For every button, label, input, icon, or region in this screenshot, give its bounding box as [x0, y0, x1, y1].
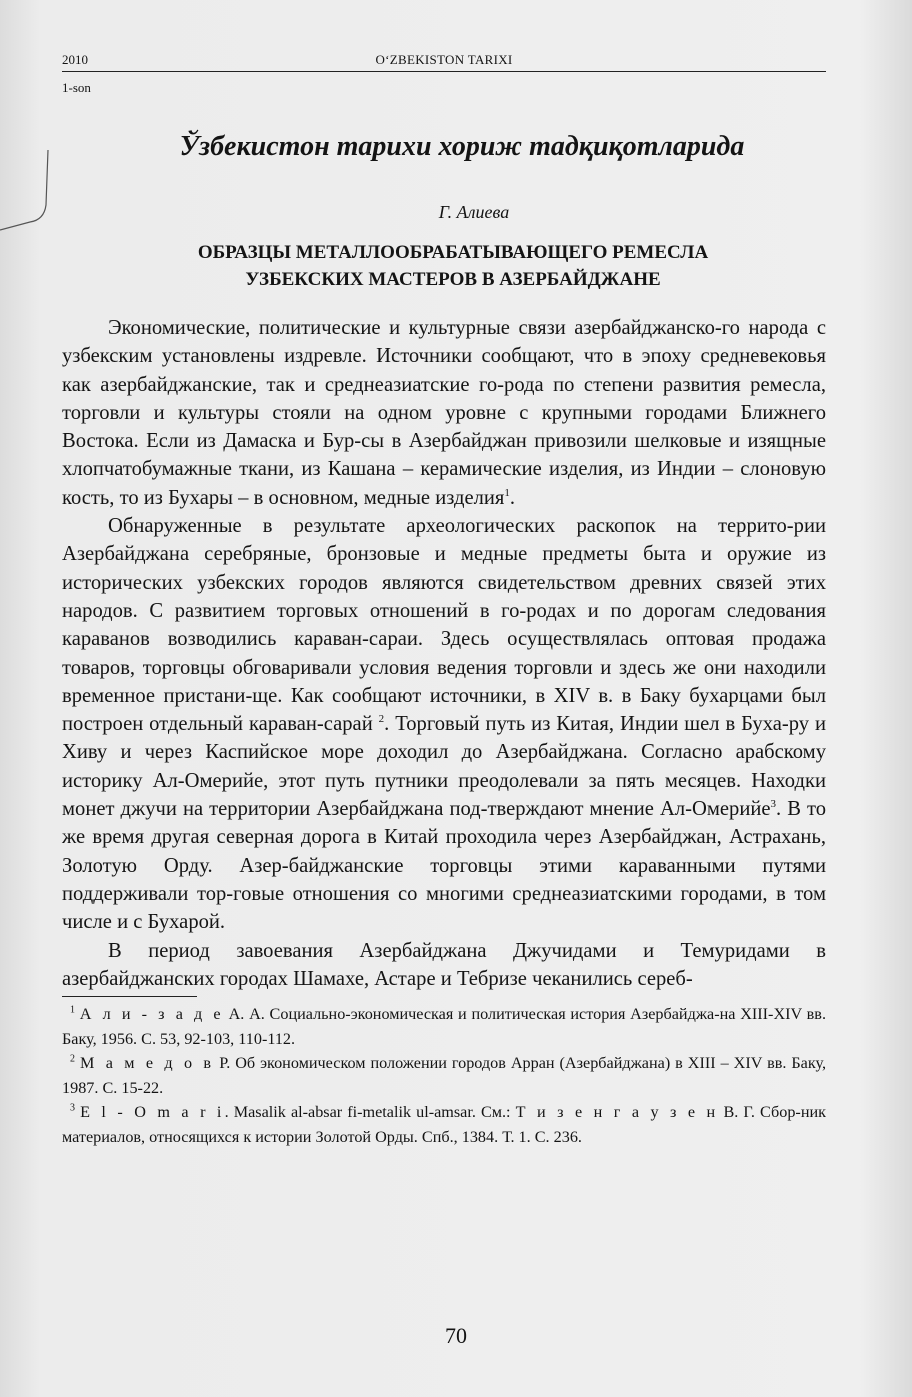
paragraph-1-end: .: [509, 486, 516, 509]
footnote-3-text-2: В. Г. Сбор-ник материалов, относящихся к истории Золотой Орды. Спб., 1384. Т. 1. С. 236.: [62, 1103, 827, 1146]
footnotes: [62, 1002, 826, 1149]
footnote-2-author: М а м е д о в: [79, 1054, 215, 1073]
footnote-3-number: 3: [70, 1102, 75, 1114]
footnote-3: [62, 1100, 826, 1149]
article-title-line-1: ОБРАЗЦЫ МЕТАЛЛООБРАБАТЫВАЮЩЕГО РЕМЕСЛА: [197, 242, 709, 263]
footnote-3-text: . Masalik al-absar fi-metalik ul-amsar. См.:: [224, 1103, 516, 1122]
article-column: [62, 130, 826, 1149]
header-year: 2010: [62, 52, 88, 67]
paragraph-2-text-b: . Торговый путь из Китая, Индии шел в Буха-ру и Хиву и через Каспийское море доходил до Азербайджана. Согласно арабскому историку Ал-Омерийе, этот путь путники преодолевали за пять месяцев. Находки монет джучи на территории Азербайджана под-тверждают мнение Ал-Омерийе: [62, 713, 826, 821]
section-title: Ўзбекистон тарихи хориж тадқиқотларида: [179, 131, 745, 162]
footnote-3-author-2: Т и з е н г а у з е н: [515, 1103, 719, 1122]
article-title: [62, 239, 826, 293]
paragraph-1-text: Экономические, политические и культурные связи азербайджанско-го народа с узбекским установлены издревле. Источники сообщают, что в эпоху средневековья как азербайджанские, так и среднеазиатские го-рода по степени развития ремесла, торговли и культуры стояли на одном уровне с крупными городами Ближнего Востока. Если из Дамаска и Бур-сы в Азербайджан привозили шелковые и изящные хлопчатобумажные ткани, из Кашана – керамические изделия, из Индии – слоновую кость, то из Бухары – в основном, медные изделия: [62, 317, 826, 509]
paragraph-2: [62, 512, 826, 936]
pencil-bracket-mark: [0, 150, 60, 240]
header-issue: 1-son: [62, 80, 91, 95]
footnote-3-author: E l - O m a r i: [80, 1103, 225, 1122]
footnote-ref-1: 1: [504, 486, 510, 499]
footnote-2: [62, 1051, 826, 1100]
paragraph-1: [62, 314, 826, 512]
paragraph-3: В период завоевания Азербайджана Джучидами и Темуридами в азербайджанских городах Шамахе, Астаре и Тебризе чеканились сереб-: [62, 939, 826, 990]
footnote-ref-2: 2: [378, 713, 385, 726]
running-head: [62, 52, 826, 95]
paragraph-2-text-a: Обнаруженные в результате археологических раскопок на террито-рии Азербайджана серебряные, бронзовые и медные предметы быта и оружие из исторических узбекских городов являются свидетельством древних связей этих народов. С развитием торговых отношений в го-родах и по дорогам следования караванов возводились караван-сараи. Здесь осуществлялась оптовая продажа товаров, торговцы обговаривали условия ведения торговли и здесь же они находили временное пристани-ще. Как сообщают источники, в XIV в. в Баку бухарцами был построен отдельный караван-сарай: [62, 515, 826, 736]
article-title-line-2: УЗБЕКСКИХ МАСТЕРОВ В АЗЕРБАЙДЖАНЕ: [245, 269, 661, 290]
page-number: 70: [445, 1323, 467, 1348]
footnote-1-author: А л и - з а д е: [79, 1005, 224, 1024]
article-body: [62, 314, 826, 993]
footnote-2-text: Р. Об экономическом положении городов Арран (Азербайджана) в XIII – XIV вв. Баку, 1987. С. 15-22.: [62, 1054, 826, 1097]
header-journal-title: O‘ZBEKISTON TARIXI: [375, 52, 513, 67]
footnote-1-number: 1: [70, 1004, 75, 1016]
footnote-separator: [62, 996, 197, 997]
footnote-2-number: 2: [70, 1053, 75, 1065]
header-rule: [62, 71, 826, 72]
footnote-1: [62, 1002, 826, 1051]
footnote-1-text: А. А. Социально-экономическая и политическая история Азербайджа-на XIII-XIV вв. Баку, 1956. С. 53, 92-103, 110-112.: [62, 1005, 827, 1048]
paragraph-2-text-c: . В то же время другая северная дорога в Китай проходила через Азербайджан, Астрахань, Золотую Орду. Азер-байджанские торговцы этими караванными путями поддерживали тор-говые отношения со многими среднеазиатскими городами, в том числе и с Бухарой.: [62, 798, 826, 934]
footnote-ref-3: 3: [770, 798, 776, 811]
author-name: Г. Алиева: [438, 202, 510, 222]
